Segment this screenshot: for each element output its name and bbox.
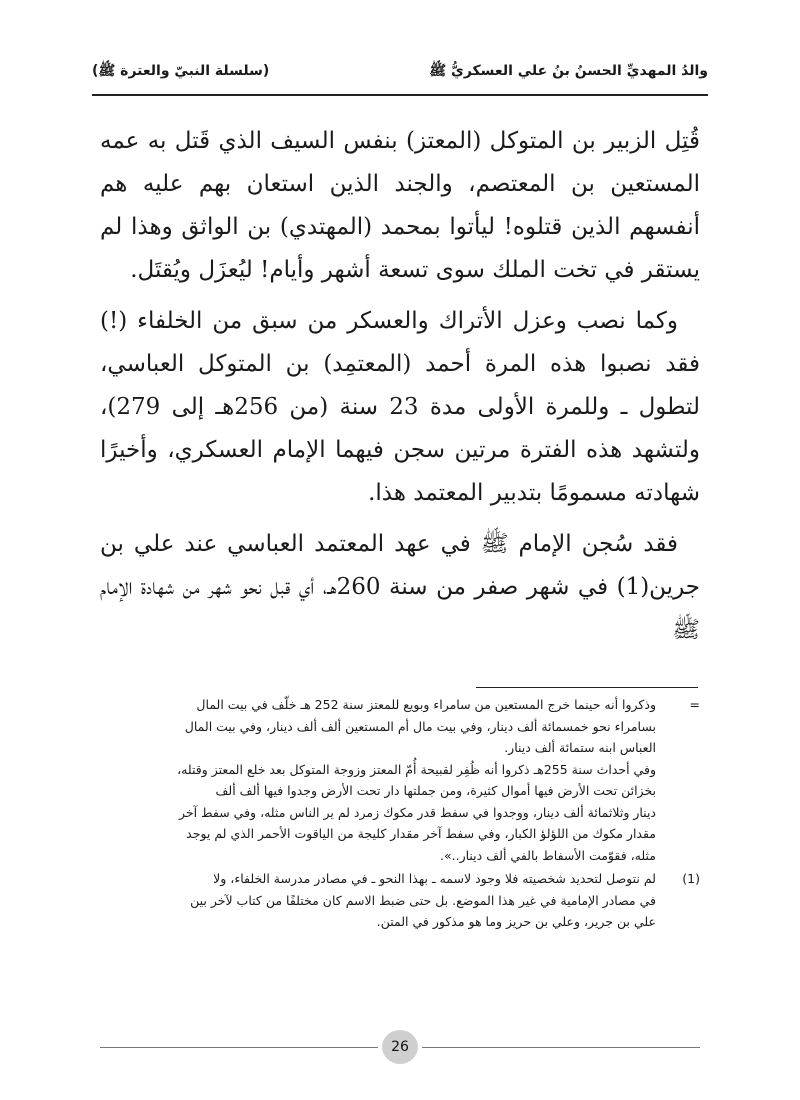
footnote-line: مثله، فقوّمت الأسفاط بالفي ألف دينار..». — [440, 847, 656, 863]
page-number-footer — [100, 1030, 700, 1064]
footnote-line: لم نتوصل لتحديد شخصيته فلا وجود لاسمه ـ بهذا النحو ـ في مصادر مدرسة الخلفاء، ولا — [213, 871, 656, 886]
footnote-1 — [100, 868, 700, 933]
series-title: (سلسلة النبيّ والعترة ﷺ) — [92, 63, 270, 79]
footnote-line: دينار وثلاثمائة ألف دينار، ووجدوا في سفط قدر مكوك زمرد لم ير الناس مثله، وفي سفط آخر — [178, 804, 656, 820]
footnote-line: في مصادر الإمامية في غير هذا الموضع. بل حتى ضبط الاسم كان مختلفًا من كتاب لآخر بين — [190, 892, 656, 908]
footnote-line: مقدار مكوك من اللؤلؤ الكبار، وفي سفط آخر مقدار كليجة من الياقوت الأحمر الذي لم يوجد — [186, 826, 656, 841]
running-header — [92, 58, 708, 86]
paragraph: وكما نصب وعزل الأتراك والعسكر من سبق من الخلفاء (!) فقد نصبوا هذه المرة أحمد (المعتمِد) بن المتوكل العباسي، لتطول ـ وللمرة الأولى مدة 23 سنة (من 256هـ إلى 279)، ولتشهد هذه الفترة مرتين سجن فيهما الإمام العسكري، وأخيرًا شهادته مسمومًا بتدبير المعتمد هذا. — [100, 308, 700, 506]
header-divider — [92, 94, 708, 96]
footnotes — [100, 694, 700, 933]
footer-rule-right — [422, 1047, 700, 1048]
footnote-divider — [476, 687, 698, 688]
footnote-line: وذكروا أنه حينما خرج المستعين من سامراء وبويع للمعتز سنة 252 هـ خلّف في بيت المال — [196, 697, 656, 712]
footnote-line: بسامراء نحو خمسمائة ألف دينار، وفي بيت مال أم المستعين ألف ألف دينار، وفي بيت المال — [184, 718, 656, 734]
footnote-line: وفي أحداث سنة 255هـ ذكروا أنه ظُفِر لقبيحة أُمّ المعتز وزوجة المتوكل بعد خلع المعتز وقتله، — [177, 761, 656, 777]
footnote-marker: (1) — [682, 871, 700, 886]
main-text — [100, 120, 700, 660]
paragraph: قُتِل الزبير بن المتوكل (المعتز) بنفس السيف الذي قَتل به عمه المستعين بن المعتصم، والجند الذين استعان بهم عليه هم أنفسهم الذين قتلوه! ليأتوا بمحمد (المهتدي) بن الواثق وهذا لم يستقر في تخت الملك سوى تسعة أشهر وأيام! ليُعزَل ويُقتَل. — [100, 128, 700, 283]
page-number: 26 — [382, 1030, 418, 1064]
footnote-line: علي بن جرير، وعلي بن حريز وما هو مذكور في المتن. — [376, 914, 656, 929]
book-title: والدُ المهديِّ الحسنُ بنُ علي العسكريُّ ﷺ — [429, 63, 708, 79]
footer-rule-left — [100, 1047, 378, 1048]
footnote-marker: = — [689, 697, 700, 712]
paragraph: فقد سُجن الإمام ﷺ في عهد المعتمد العباسي عند علي بن جرين(1) في شهر صفر من سنة 260هـ، أي قبل نحو شهر من شهادة الإمام ﷺ — [100, 531, 700, 643]
footnote-line: بخزائن تحت الأرض فيها أموال كثيرة، ومن جملتها دار تحت الأرض وجدوا فيها ألف ألف — [215, 783, 656, 798]
footnote-line: العباس ابنه ستمائة ألف دينار. — [504, 740, 656, 755]
footnote-continuation — [100, 694, 700, 866]
